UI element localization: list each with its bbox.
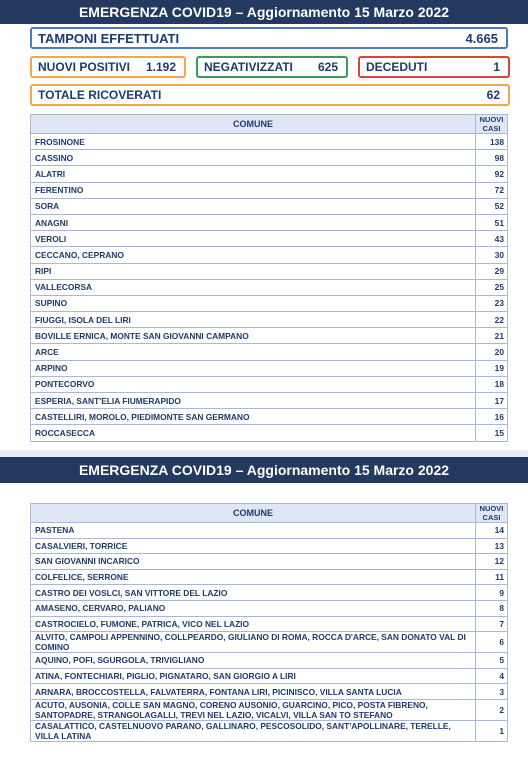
table-row (31, 720, 508, 741)
table-row (31, 198, 508, 214)
table-row (31, 214, 508, 230)
nuovi-casi-cell: 20 (476, 344, 508, 360)
tamponi-value: 4.665 (465, 30, 498, 46)
nuovi-casi-cell: 16 (476, 409, 508, 425)
nuovi-casi-cell: 17 (476, 393, 508, 409)
table-row (31, 134, 508, 150)
negativizzati-label: NEGATIVIZZATI (204, 60, 293, 74)
nuovi-casi-cell: 11 (476, 569, 508, 585)
nuovi-casi-cell: 2 (476, 699, 508, 720)
table-row (31, 360, 508, 376)
table-row (31, 600, 508, 616)
column-header-comune: COMUNE (31, 504, 476, 523)
comune-cell: FROSINONE (31, 134, 476, 150)
table-row (31, 312, 508, 328)
table-row (31, 554, 508, 570)
table-row (31, 538, 508, 554)
page-title: EMERGENZA COVID19 – Aggiornamento 15 Marzo 2022 (0, 0, 528, 24)
table-header-row (31, 115, 508, 134)
nuovi-casi-cell: 52 (476, 198, 508, 214)
nuovi-casi-cell: 30 (476, 247, 508, 263)
deceduti-label: DECEDUTI (366, 60, 428, 74)
comune-cell: RIPI (31, 263, 476, 279)
table-row (31, 632, 508, 653)
positivi-value: 1.192 (145, 60, 176, 74)
nuovi-casi-cell: 14 (476, 523, 508, 539)
nuovi-casi-cell: 72 (476, 182, 508, 198)
comune-cell: ARNARA, BROCCOSTELLA, FALVATERRA, FONTANA LIRI, PICINISCO, VILLA SANTA LUCIA (31, 684, 476, 700)
deceduti-box (358, 56, 510, 78)
table-row (31, 150, 508, 166)
comune-cell: ANAGNI (31, 214, 476, 230)
comune-cell: ALVITO, CAMPOLI APPENNINO, COLLPEARDO, GIULIANO DI ROMA, ROCCA D'ARCE, SAN DONATO VAL DI COMINO (31, 632, 476, 653)
comune-cell: ATINA, FONTECHIARI, PIGLIO, PIGNATARO, SAN GIORGIO A LIRI (31, 668, 476, 684)
negativizzati-box (196, 56, 348, 78)
nuovi-casi-cell: 6 (476, 632, 508, 653)
table-row (31, 699, 508, 720)
ricoverati-label: TOTALE RICOVERATI (38, 88, 162, 102)
comune-cell: ARCE (31, 344, 476, 360)
page-title-repeat: EMERGENZA COVID19 – Aggiornamento 15 Marzo 2022 (0, 457, 528, 483)
comune-cell: AQUINO, POFI, SGURGOLA, TRIVIGLIANO (31, 653, 476, 669)
comune-cell: VEROLI (31, 231, 476, 247)
comune-cell: ROCCASECCA (31, 425, 476, 441)
nuovi-casi-cell: 138 (476, 134, 508, 150)
nuovi-casi-cell: 29 (476, 263, 508, 279)
comune-cell: SAN GIOVANNI INCARICO (31, 554, 476, 570)
comune-cell: FERENTINO (31, 182, 476, 198)
comune-cell: CASALATTICO, CASTELNUOVO PARANO, GALLINARO, PESCOSOLIDO, SANT'APOLLINARE, TERELLE, VILLA LATINA (31, 720, 476, 741)
table-row (31, 425, 508, 441)
comune-cell: ARPINO (31, 360, 476, 376)
comune-cell: PASTENA (31, 523, 476, 539)
comune-cell: CASSINO (31, 150, 476, 166)
cases-table-1 (30, 114, 508, 442)
nuovi-casi-cell: 5 (476, 653, 508, 669)
positivi-box (30, 56, 186, 78)
nuovi-casi-cell: 21 (476, 328, 508, 344)
comune-cell: AMASENO, CERVARO, PALIANO (31, 600, 476, 616)
comune-cell: CASTELLIRI, MOROLO, PIEDIMONTE SAN GERMANO (31, 409, 476, 425)
comune-cell: SORA (31, 198, 476, 214)
section-divider (0, 450, 528, 457)
ricoverati-box (30, 84, 510, 106)
table-row (31, 585, 508, 601)
table-row (31, 279, 508, 295)
nuovi-casi-cell: 8 (476, 600, 508, 616)
deceduti-value: 1 (493, 60, 500, 74)
comune-cell: BOVILLE ERNICA, MONTE SAN GIOVANNI CAMPANO (31, 328, 476, 344)
nuovi-casi-cell: 98 (476, 150, 508, 166)
nuovi-casi-cell: 43 (476, 231, 508, 247)
nuovi-casi-cell: 92 (476, 166, 508, 182)
ricoverati-value: 62 (486, 88, 500, 102)
negativizzati-value: 625 (317, 60, 338, 74)
nuovi-casi-cell: 12 (476, 554, 508, 570)
table-row (31, 668, 508, 684)
nuovi-casi-cell: 19 (476, 360, 508, 376)
tamponi-label: TAMPONI EFFETTUATI (38, 30, 180, 46)
nuovi-casi-cell: 23 (476, 295, 508, 311)
comune-cell: CASTRO DEI VOSLCI, SAN VITTORE DEL LAZIO (31, 585, 476, 601)
nuovi-casi-cell: 25 (476, 279, 508, 295)
nuovi-casi-cell: 4 (476, 668, 508, 684)
table-row (31, 247, 508, 263)
nuovi-casi-cell: 15 (476, 425, 508, 441)
table-row (31, 182, 508, 198)
comune-cell: SUPINO (31, 295, 476, 311)
nuovi-casi-cell: 18 (476, 376, 508, 392)
comune-cell: PONTECORVO (31, 376, 476, 392)
table-row (31, 393, 508, 409)
table-row (31, 653, 508, 669)
positivi-label: NUOVI POSITIVI (38, 60, 131, 74)
table-header-row (31, 504, 508, 523)
table-row (31, 328, 508, 344)
table-row (31, 684, 508, 700)
tamponi-box (30, 27, 508, 49)
table-row (31, 523, 508, 539)
comune-cell: COLFELICE, SERRONE (31, 569, 476, 585)
comune-cell: ESPERIA, SANT'ELIA FIUMERAPIDO (31, 393, 476, 409)
table-row (31, 263, 508, 279)
table-row (31, 231, 508, 247)
nuovi-casi-cell: 13 (476, 538, 508, 554)
nuovi-casi-cell: 3 (476, 684, 508, 700)
table-row (31, 616, 508, 632)
column-header-nuovi-casi: NUOVI CASI (476, 115, 508, 134)
table-row (31, 166, 508, 182)
comune-cell: ACUTO, AUSONIA, COLLE SAN MAGNO, CORENO AUSONIO, GUARCINO, PICO, POSTA FIBRENO, SANTOPADRE, STRANGOLAGALLI, TREVI NEL LAZIO, VICALVI, VILLA SAN TO STEFANO (31, 699, 476, 720)
cases-table-2 (30, 503, 508, 742)
nuovi-casi-cell: 22 (476, 312, 508, 328)
column-header-comune: COMUNE (31, 115, 476, 134)
comune-cell: FIUGGI, ISOLA DEL LIRI (31, 312, 476, 328)
nuovi-casi-cell: 51 (476, 214, 508, 230)
comune-cell: CASTROCIELO, FUMONE, PATRICA, VICO NEL LAZIO (31, 616, 476, 632)
nuovi-casi-cell: 9 (476, 585, 508, 601)
table-row (31, 344, 508, 360)
nuovi-casi-cell: 7 (476, 616, 508, 632)
table-row (31, 376, 508, 392)
nuovi-casi-cell: 1 (476, 720, 508, 741)
table-row (31, 409, 508, 425)
table-row (31, 295, 508, 311)
table-row (31, 569, 508, 585)
comune-cell: VALLECORSA (31, 279, 476, 295)
comune-cell: CECCANO, CEPRANO (31, 247, 476, 263)
column-header-nuovi-casi: NUOVI CASI (476, 504, 508, 523)
comune-cell: ALATRI (31, 166, 476, 182)
comune-cell: CASALVIERI, TORRICE (31, 538, 476, 554)
